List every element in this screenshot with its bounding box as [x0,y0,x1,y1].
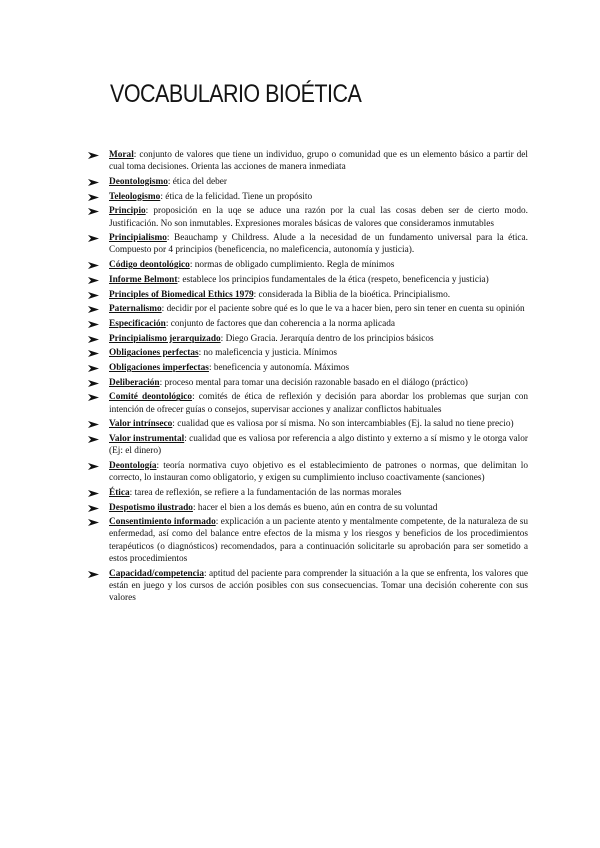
definition: : tarea de reflexión, se refiere a la fundamentación de las normas morales [129,487,402,498]
list-item [88,318,528,330]
term: Teleologismo [109,191,161,202]
definition: : ética de la felicidad. Tiene un propósito [160,191,313,202]
definition: : Diego Gracia. Jerarquía dentro de los principios básicos [220,333,434,344]
term: Especificación [109,318,166,329]
definition: : comités de ética de reflexión y decisión para abordar los problemas que surjan con intención de ofrecer guías o consejos, supervisar acciones y analizar conflictos habituales [109,392,528,415]
term: Ética [109,487,130,498]
arrowhead-bullet-icon [88,436,99,443]
arrowhead-bullet-icon [88,421,99,428]
list-item [88,460,528,484]
term: Deontología [109,460,157,471]
definition: : considerada la Biblia de la bioética. Principialismo. [253,289,451,300]
arrowhead-bullet-icon [88,194,99,201]
list-item [88,232,528,256]
arrowhead-bullet-icon [88,350,99,357]
term: Valor intrínseco [109,419,173,430]
term: Moral [109,150,134,160]
arrowhead-bullet-icon [88,571,99,578]
arrowhead-bullet-icon [88,394,99,401]
arrowhead-bullet-icon [88,365,99,372]
list-item [88,516,528,565]
arrowhead-bullet-icon [88,519,99,526]
definition: : conjunto de factores que dan coherencia a la norma aplicada [165,318,396,329]
term: Principio [109,206,146,217]
definition: : normas de obligado cumplimiento. Regla de mínimos [189,260,395,271]
list-item [88,568,528,605]
definition: : explicación a un paciente atento y mentalmente competente, de la naturaleza de su enfermedad, así como del balance entre efectos de la misma y los riesgos y beneficios de los procedimientos terapéuticos (o diagnósticos) recomendados, para a continuación solicitarle su aprobación para ser sometido a estos procedimientos [109,517,528,564]
term: Principialismo jerarquizado [109,333,221,344]
definition: : no maleficencia y justicia. Mínimos [198,348,337,359]
arrowhead-bullet-icon [88,292,99,299]
page-title: VOCABULARIO BIOÉTICA [110,80,362,108]
term: Consentimiento informado [109,517,216,528]
definition: : hacer el bien a los demás es bueno, aún en contra de su voluntad [192,502,438,513]
list-item [88,259,528,271]
list-item [88,274,528,286]
definition: : aptitud del paciente para comprender la situación a la que se enfrenta, los valores que están en juego y los cursos de acción posibles con sus consecuencias. Tomar una decisión coherente con sus valores [109,568,528,603]
term: Paternalismo [109,304,162,315]
list-item [88,362,528,374]
arrowhead-bullet-icon [88,179,99,186]
definition: : beneficencia y autonomía. Máximos [208,363,350,374]
term: Deontologismo [109,176,168,187]
definition: : conjunto de valores que tiene un individuo, grupo o comunidad que es un elemento básico a partir del cual toma decisiones. Orienta las acciones de manera inmediata [109,150,528,173]
list-item [88,502,528,514]
definition: : proceso mental para tomar una decisión razonable basado en el diálogo (práctico) [159,377,468,388]
list-item [88,149,528,173]
list-item [88,487,528,499]
list-item [88,418,528,430]
list-item [88,333,528,345]
list-item [88,205,528,229]
arrowhead-bullet-icon [88,262,99,269]
definition: : decidir por el paciente sobre qué es lo que le va a hacer bien, pero sin tener en cuenta su opinión [161,304,525,315]
list-item [88,377,528,389]
list-item [88,191,528,203]
definition: : cualidad que es valiosa por referencia a algo distinto y externo a sí mismo y le otorga valor (Ej: el dinero) [109,434,529,457]
arrowhead-bullet-icon [88,336,99,343]
arrowhead-bullet-icon [88,235,99,242]
arrowhead-bullet-icon [88,277,99,284]
term: Principialismo [109,233,167,244]
vocabulary-list [88,149,528,607]
arrowhead-bullet-icon [88,152,99,159]
arrowhead-bullet-icon [88,490,99,497]
list-item [88,176,528,188]
list-item [88,289,528,301]
term: Deliberación [109,377,160,388]
list-item [88,433,528,457]
definition: : proposición en la uqe se aduce una razón por la cual las cosas deben ser de cierto modo. Justificación. No son inmutables. Expresiones morales básicas de valores que consideramos inmutables [109,206,528,229]
term: Comité deontológico [109,392,193,403]
arrowhead-bullet-icon [88,208,99,215]
definition: : cualidad que es valiosa por sí misma. No son intercambiables (Ej. la salud no tiene precio) [172,419,514,430]
term: Principles of Biomedical Ethics 1979 [109,289,254,300]
arrowhead-bullet-icon [88,380,99,387]
arrowhead-bullet-icon [88,321,99,328]
definition: : Beauchamp y Childress. Alude a la necesidad de un fundamento universal para la ética. Compuesto por 4 principios (beneficencia, no maleficencia, autonomía y justicia). [109,233,528,256]
term: Obligaciones imperfectas [109,363,209,374]
term: Código deontológico [109,260,190,271]
term: Despotismo ilustrado [109,502,193,513]
list-item [88,347,528,359]
definition: : ética del deber [167,176,227,187]
definition: : teoría normativa cuyo objetivo es el establecimiento de patrones o normas, que delimitan lo correcto, lo instauran como obligatorio, y exigen su cumplimiento incluso coactivamente (sanciones) [109,460,528,484]
arrowhead-bullet-icon [88,306,99,313]
term: Obligaciones perfectas [109,348,199,359]
list-item [88,391,528,415]
term: Valor instrumental [109,434,185,445]
arrowhead-bullet-icon [88,505,99,512]
term: Informe Belmont [109,274,178,285]
arrowhead-bullet-icon [88,463,99,470]
list-item [88,303,528,315]
definition: : establece los principios fundamentales de la ética (respeto, beneficencia y justicia) [177,274,489,285]
term: Capacidad/competencia [109,568,205,579]
